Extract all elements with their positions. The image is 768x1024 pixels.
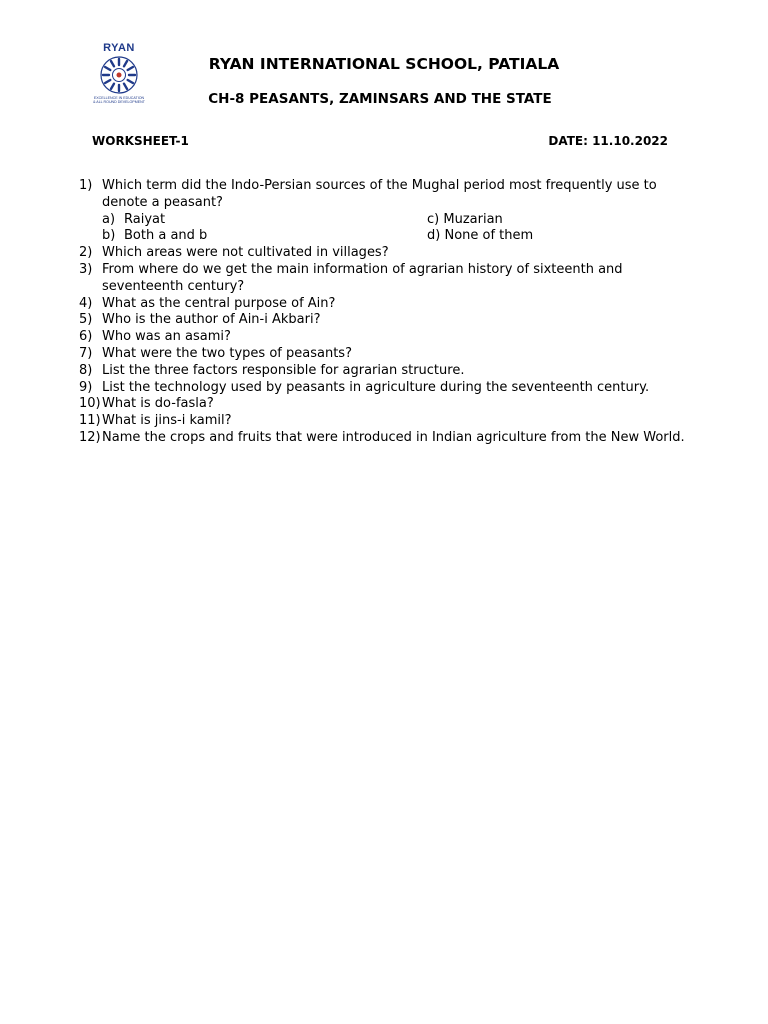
option-item [427,212,627,229]
question-list [79,178,699,447]
question-text: What is jins-i kamil? [102,413,232,429]
option-label: d) [427,228,441,244]
question-number: 5) [79,312,93,328]
question-item [79,380,699,397]
question-item [79,329,699,346]
question-number: 3) [79,261,93,277]
question-item [79,262,699,296]
question-text: Name the crops and fruits that were introduced in Indian agriculture from the New World. [102,429,685,445]
option-item [102,212,427,229]
question-item [79,430,699,447]
question-number: 10) [79,396,101,412]
option-text: Muzarian [443,211,503,227]
question-text: List the three factors responsible for agrarian structure. [102,362,465,378]
school-name: RYAN INTERNATIONAL SCHOOL, PATIALA [208,55,560,73]
logo-wordmark: RYAN [103,42,135,54]
question-number: 7) [79,345,93,361]
question-item [79,296,699,313]
question-text: Who was an asami? [102,329,231,345]
option-item [427,228,627,245]
option-label: b) [102,228,116,244]
option-label: c) [427,211,440,227]
worksheet-label: WORKSHEET-1 [92,134,189,148]
question-number: 6) [79,329,93,345]
question-text: What were the two types of peasants? [102,345,352,361]
question-number: 4) [79,295,93,311]
question-number: 12) [79,429,101,445]
option-label: a) [102,211,116,227]
question-item [79,178,699,212]
question-item [79,245,699,262]
answer-options [102,212,699,246]
worksheet-date: DATE: 11.10.2022 [548,134,668,148]
question-text: From where do we get the main information of agrarian history of sixteenth and seventeenth century? [102,261,623,294]
question-item [79,346,699,363]
question-item [79,413,699,430]
logo-motto: EXCELLENCE IN EDUCATION & ALL ROUND DEVELOPMENT [93,96,145,105]
question-number: 9) [79,379,93,395]
question-text: List the technology used by peasants in agriculture during the seventeenth century. [102,379,650,395]
option-text: Raiyat [124,211,166,227]
question-text: Which areas were not cultivated in villages? [102,245,389,261]
question-number: 11) [79,413,101,429]
question-item [79,363,699,380]
question-item [79,312,699,329]
option-item [102,228,427,245]
question-item [79,396,699,413]
question-number: 1) [79,178,93,193]
question-number: 8) [79,362,93,378]
question-number: 2) [79,245,93,261]
option-text: Both a and b [124,228,208,244]
question-text: Which term did the Indo-Persian sources of the Mughal period most frequently use to denote a peasant? [102,178,657,210]
option-text: None of them [444,228,534,244]
question-text: Who is the author of Ain-i Akbari? [102,312,321,328]
question-text: What is do-fasla? [102,396,214,412]
question-text: What as the central purpose of Ain? [102,295,336,311]
chapter-title: CH-8 PEASANTS, ZAMINSARS AND THE STATE [208,91,552,107]
